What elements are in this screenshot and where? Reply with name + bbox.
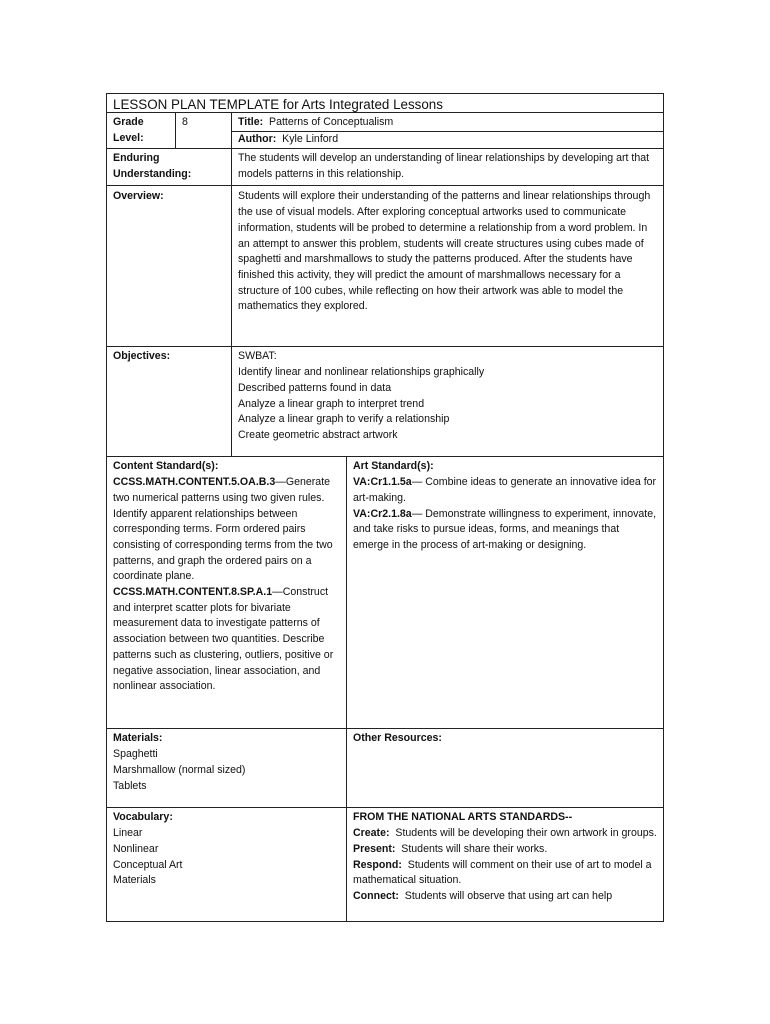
standards-row — [107, 457, 663, 729]
content-standards-cell — [107, 457, 347, 728]
content-standard-1-text: —Generate two numerical patterns using two given rules. Identify apparent relationships between corresponding terms. Form ordered pairs consisting of corresponding terms from the two patterns, and graph the ordered pairs on a coordinate plane. — [113, 476, 333, 583]
national-standards-heading: FROM THE NATIONAL ARTS STANDARDS-- — [353, 811, 573, 824]
vocabulary-row — [107, 808, 663, 921]
objective-item: Identify linear and nonlinear relationships graphically — [238, 366, 485, 379]
grade-label-line2: Level: — [113, 131, 144, 144]
other-resources-cell — [347, 729, 663, 807]
objective-item: SWBAT: — [238, 350, 277, 363]
content-standard-1-code: CCSS.MATH.CONTENT.5.OA.B.3 — [113, 476, 276, 489]
objective-item: Analyze a linear graph to verify a relationship — [238, 413, 450, 426]
grade-label — [107, 113, 176, 148]
content-standard-2-code: CCSS.MATH.CONTENT.8.SP.A.1 — [113, 586, 273, 599]
enduring-understanding-row — [107, 149, 663, 186]
enduring-label-line1: Enduring — [113, 152, 160, 165]
national-standards-cell — [347, 808, 663, 921]
art-standards-heading: Art Standard(s): — [353, 460, 434, 473]
vocabulary-item: Nonlinear — [113, 842, 159, 855]
material-item: Marshmallow (normal sized) — [113, 763, 246, 776]
objectives-list — [232, 347, 663, 456]
content-standard-2 — [113, 585, 340, 695]
art-standard-2-text: — Demonstrate willingness to experiment, innovate, and take risks to pursue ideas, forms, and meanings that emerge in the process of art-making or designing. — [353, 507, 657, 551]
content-standard-2-text: —Construct and interpret scatter plots for bivariate measurement data to investigate patterns of association between two quantities. Describe patterns such as clustering, outliers, positive or negative association, linear association, and nonlinear association. — [113, 586, 334, 693]
vocabulary-item: Materials — [113, 874, 156, 887]
present-text: Students will share their works. — [401, 842, 548, 855]
present-label: Present: — [353, 842, 396, 855]
respond-standard — [353, 858, 657, 889]
objectives-row — [107, 347, 663, 457]
enduring-label — [107, 149, 232, 185]
vocabulary-heading: Vocabulary: — [113, 811, 173, 824]
objective-item: Analyze a linear graph to interpret trend — [238, 397, 425, 410]
art-standards-cell — [347, 457, 663, 728]
vocabulary-item: Conceptual Art — [113, 858, 183, 871]
respond-label: Respond: — [353, 858, 402, 871]
title-field — [232, 113, 663, 132]
overview-row — [107, 186, 663, 347]
create-label: Create: — [353, 827, 390, 840]
document-title: LESSON PLAN TEMPLATE for Arts Integrated Lessons — [107, 94, 663, 113]
overview-label: Overview: — [107, 186, 232, 346]
title-value: Patterns of Conceptualism — [269, 116, 394, 128]
material-item: Spaghetti — [113, 748, 158, 761]
content-standards-heading: Content Standard(s): — [113, 460, 219, 473]
enduring-label-line2: Understanding: — [113, 168, 192, 181]
author-value: Kyle Linford — [282, 132, 339, 145]
author-label: Author: — [238, 132, 277, 145]
vocabulary-cell — [107, 808, 347, 921]
objective-item: Described patterns found in data — [238, 381, 392, 394]
grade-label-line1: Grade — [113, 116, 144, 128]
other-resources-heading: Other Resources: — [353, 732, 442, 745]
vocabulary-item: Linear — [113, 827, 143, 840]
materials-heading: Materials: — [113, 732, 163, 745]
art-standard-1 — [353, 475, 657, 506]
art-standard-1-code: VA:Cr1.1.5a — [353, 476, 412, 489]
art-standard-1-text: — Combine ideas to generate an innovative idea for art-making. — [353, 476, 657, 504]
materials-row — [107, 729, 663, 808]
grade-value: 8 — [176, 113, 232, 148]
content-standard-1 — [113, 475, 340, 585]
connect-label: Connect: — [353, 889, 399, 902]
material-item: Tablets — [113, 779, 147, 792]
connect-standard — [353, 889, 657, 905]
respond-text: Students will comment on their use of art to model a mathematical situation. — [353, 858, 652, 887]
objectives-label: Objectives: — [107, 347, 232, 456]
materials-cell — [107, 729, 347, 807]
art-standard-2-code: VA:Cr2.1.8a — [353, 507, 412, 520]
lesson-plan-table — [106, 93, 664, 922]
create-text: Students will be developing their own artwork in groups. — [395, 827, 657, 840]
objective-item: Create geometric abstract artwork — [238, 428, 398, 441]
art-standard-2 — [353, 507, 657, 554]
create-standard — [353, 826, 657, 842]
overview-text: Students will explore their understanding of the patterns and linear relationships through the use of visual models. After exploring conceptual artworks used to communicate information, students will be probed to determine a relationship from a word problem. In an attempt to answer this problem, students will create structures using cubes made of spaghetti and marshmallows to study the patterns produced. After the students have finished this activity, they will predict the amount of marshmallows necessary for a structure of 100 cubes, while reflecting on how their artwork was able to model the mathematics they explored. — [238, 190, 651, 313]
connect-text: Students will observe that using art can help — [404, 889, 613, 902]
title-author-cell — [232, 113, 663, 148]
author-field — [232, 132, 663, 149]
present-standard — [353, 842, 657, 858]
enduring-text: The students will develop an understanding of linear relationships by developing art that models patterns in this relationship. — [238, 152, 650, 181]
grade-title-row — [107, 113, 663, 149]
title-label: Title: — [238, 116, 264, 128]
